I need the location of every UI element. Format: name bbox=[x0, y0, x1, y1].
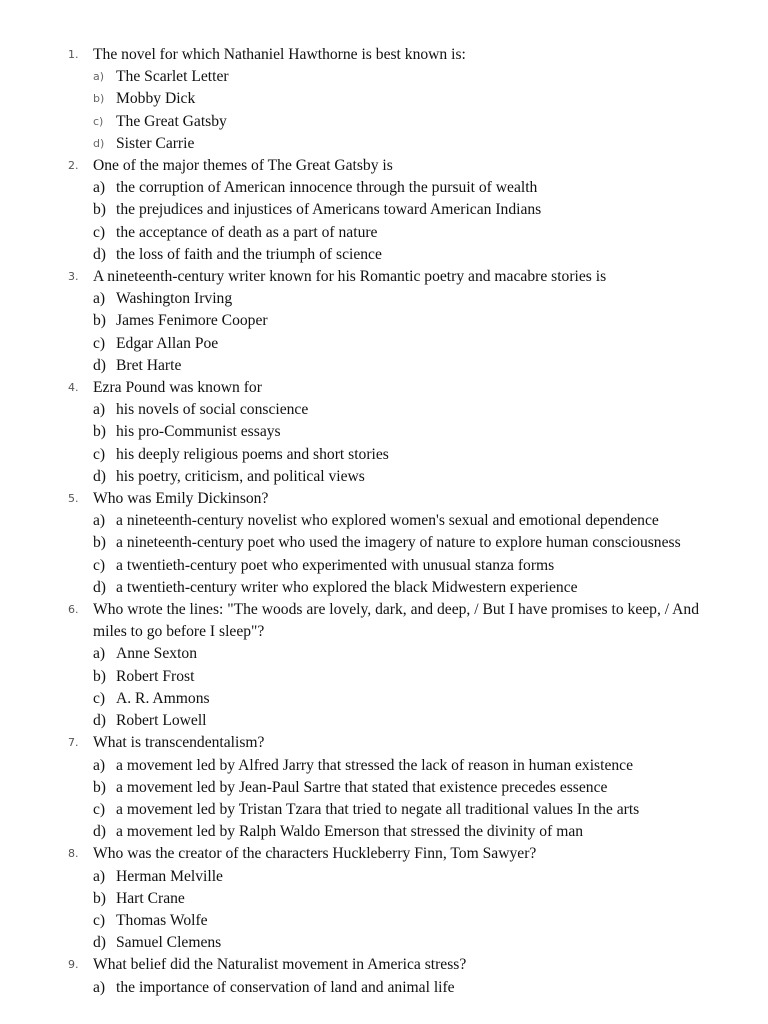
option bbox=[0, 643, 768, 665]
option-text: his pro-Communist essays bbox=[116, 423, 281, 441]
question-text: The novel for which Nathaniel Hawthorne is best known is: bbox=[93, 46, 466, 63]
option-letter: c) bbox=[93, 223, 106, 241]
option-text: his novels of social conscience bbox=[116, 401, 309, 419]
question-1 bbox=[0, 44, 768, 155]
option-text: The Scarlet Letter bbox=[116, 68, 229, 86]
option-letter: b) bbox=[93, 423, 106, 441]
option-text: his deeply religious poems and short stories bbox=[116, 445, 389, 463]
option-text: a movement led by Ralph Waldo Emerson that stressed the divinity of man bbox=[116, 823, 584, 841]
question-number: 7. bbox=[68, 736, 79, 750]
option-letter: a) bbox=[93, 756, 106, 774]
option-letter: b) bbox=[93, 778, 106, 796]
option bbox=[0, 466, 768, 488]
option-letter: d) bbox=[93, 934, 106, 952]
option-text: Samuel Clemens bbox=[116, 934, 222, 952]
option bbox=[0, 577, 768, 599]
option-letter: b) bbox=[93, 534, 106, 552]
option-letter: b) bbox=[93, 92, 105, 106]
option-text: Mobby Dick bbox=[116, 90, 196, 108]
option-text: Thomas Wolfe bbox=[116, 911, 208, 929]
option bbox=[0, 288, 768, 310]
option-text: the loss of faith and the triumph of science bbox=[116, 245, 382, 263]
question-6 bbox=[0, 599, 768, 732]
question-text: Who was the creator of the characters Huckleberry Finn, Tom Sawyer? bbox=[93, 845, 537, 863]
option bbox=[0, 199, 768, 221]
option bbox=[0, 399, 768, 421]
option-text: the importance of conservation of land and animal life bbox=[116, 978, 455, 996]
option bbox=[0, 710, 768, 732]
option bbox=[0, 444, 768, 466]
option-letter: c) bbox=[93, 689, 106, 707]
option-letter: c) bbox=[93, 445, 106, 463]
question-number: 6. bbox=[68, 603, 79, 617]
question-4 bbox=[0, 377, 768, 488]
option-text: Bret Harte bbox=[116, 356, 182, 374]
question-text: Who was Emily Dickinson? bbox=[93, 490, 269, 508]
question-8 bbox=[0, 843, 768, 954]
option-letter: d) bbox=[93, 245, 106, 263]
option bbox=[0, 688, 768, 710]
question-3 bbox=[0, 266, 768, 377]
question-9 bbox=[0, 954, 768, 998]
option bbox=[0, 355, 768, 377]
option-letter: a) bbox=[93, 290, 106, 308]
option-letter: a) bbox=[93, 645, 106, 663]
option bbox=[0, 310, 768, 332]
question-text: One of the major themes of The Great Gatsby is bbox=[93, 157, 393, 175]
option-text: a twentieth-century poet who experimented with unusual stanza forms bbox=[116, 556, 555, 574]
option bbox=[0, 821, 768, 843]
option-letter: c) bbox=[93, 556, 106, 574]
option-letter: a) bbox=[93, 978, 106, 996]
option-letter: b) bbox=[93, 667, 106, 685]
question-number: 5. bbox=[68, 492, 79, 506]
option-text: James Fenimore Cooper bbox=[116, 312, 268, 330]
option-text: the prejudices and injustices of Americans toward American Indians bbox=[116, 201, 542, 219]
option bbox=[0, 866, 768, 888]
option bbox=[0, 88, 768, 110]
option-text: a movement led by Tristan Tzara that tried to negate all traditional values In the arts bbox=[116, 800, 640, 818]
option-text: Edgar Allan Poe bbox=[116, 334, 219, 352]
option-letter: b) bbox=[93, 201, 106, 219]
option-letter: d) bbox=[93, 356, 106, 374]
question-number: 9. bbox=[68, 958, 79, 972]
option bbox=[0, 510, 768, 532]
option-text: The Great Gatsby bbox=[116, 112, 227, 130]
option-text: a twentieth-century writer who explored the black Midwestern experience bbox=[116, 578, 578, 596]
option-text: Hart Crane bbox=[116, 889, 185, 907]
option bbox=[0, 421, 768, 443]
option bbox=[0, 755, 768, 777]
option bbox=[0, 177, 768, 199]
option-letter: d) bbox=[93, 712, 106, 730]
question-2 bbox=[0, 155, 768, 266]
question-number: 3. bbox=[68, 270, 79, 284]
option-letter: d) bbox=[93, 823, 106, 841]
option bbox=[0, 799, 768, 821]
option bbox=[0, 333, 768, 355]
question-number: 2. bbox=[68, 159, 79, 173]
question-text: Who wrote the lines: "The woods are lovely, dark, and deep, / But I have promises to keep, / And miles to go before I sleep"? bbox=[93, 601, 699, 641]
question-number: 8. bbox=[68, 847, 79, 861]
question-number: 4. bbox=[68, 381, 79, 395]
question-text: What belief did the Naturalist movement in America stress? bbox=[93, 956, 467, 974]
option-text: a movement led by Alfred Jarry that stressed the lack of reason in human existence bbox=[116, 756, 634, 774]
option bbox=[0, 222, 768, 244]
option-letter: d) bbox=[93, 578, 106, 596]
option-text: a nineteenth-century novelist who explored women's sexual and emotional dependence bbox=[116, 512, 659, 530]
question-text: What is transcendentalism? bbox=[93, 734, 265, 752]
option-letter: b) bbox=[93, 312, 106, 330]
option-text: a movement led by Jean-Paul Sartre that stated that existence precedes essence bbox=[116, 778, 608, 796]
option-text: the corruption of American innocence through the pursuit of wealth bbox=[116, 179, 538, 197]
option-text: Washington Irving bbox=[116, 290, 233, 308]
option bbox=[0, 244, 768, 266]
option-text: Anne Sexton bbox=[116, 645, 197, 663]
option-text: A. R. Ammons bbox=[116, 689, 210, 707]
option bbox=[0, 555, 768, 577]
option bbox=[0, 910, 768, 932]
option-letter: a) bbox=[93, 70, 105, 84]
option bbox=[0, 111, 768, 133]
question-number: 1. bbox=[68, 48, 79, 61]
option-text: Herman Melville bbox=[116, 867, 223, 885]
option-text: a nineteenth-century poet who used the imagery of nature to explore human consciousness bbox=[116, 534, 681, 552]
option bbox=[0, 66, 768, 88]
option-letter: a) bbox=[93, 867, 106, 885]
question-7 bbox=[0, 732, 768, 843]
option bbox=[0, 888, 768, 910]
question-text: Ezra Pound was known for bbox=[93, 379, 262, 397]
option-text: his poetry, criticism, and political views bbox=[116, 467, 365, 485]
option-letter: a) bbox=[93, 512, 106, 530]
question-5 bbox=[0, 488, 768, 599]
option-letter: d) bbox=[93, 136, 105, 150]
question-text: A nineteenth-century writer known for his Romantic poetry and macabre stories is bbox=[93, 268, 607, 286]
option bbox=[0, 666, 768, 688]
option-letter: c) bbox=[93, 911, 106, 929]
option-text: the acceptance of death as a part of nature bbox=[116, 223, 378, 241]
option bbox=[0, 977, 768, 999]
option-letter: b) bbox=[93, 889, 106, 907]
option bbox=[0, 133, 768, 155]
option-letter: d) bbox=[93, 467, 106, 485]
option-letter: c) bbox=[93, 800, 106, 818]
option-letter: c) bbox=[93, 334, 106, 352]
option bbox=[0, 777, 768, 799]
option bbox=[0, 532, 768, 554]
option bbox=[0, 932, 768, 954]
option-letter: a) bbox=[93, 179, 106, 197]
option-letter: a) bbox=[93, 401, 106, 419]
option-text: Sister Carrie bbox=[116, 134, 195, 152]
option-text: Robert Lowell bbox=[116, 712, 207, 730]
option-text: Robert Frost bbox=[116, 667, 195, 685]
option-letter: c) bbox=[93, 114, 104, 128]
